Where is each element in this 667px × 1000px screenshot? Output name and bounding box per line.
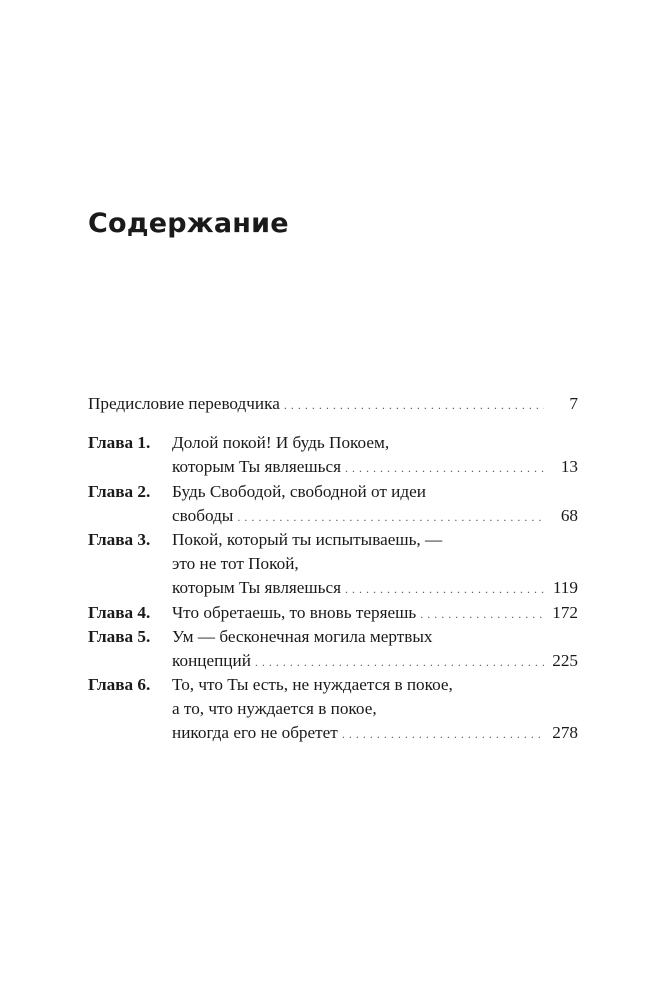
toc-line xyxy=(88,576,578,600)
toc-entry-chapter-6 xyxy=(88,673,578,746)
toc-page-number: 278 xyxy=(552,723,578,743)
toc-line xyxy=(88,455,578,479)
toc-entry-title: Ум — бесконечная могила мертвых xyxy=(172,626,433,646)
dot-leader xyxy=(284,393,544,417)
toc-entry-title: То, что Ты есть, не нуждается в покое, xyxy=(172,675,453,695)
toc-entry-title: концепций xyxy=(172,650,251,670)
toc-entry-chapter-3 xyxy=(88,528,578,601)
toc-page-number: 7 xyxy=(569,394,578,413)
toc-entry-title: Что обретаешь, то вновь теряешь xyxy=(172,602,417,622)
toc-entry-chapter-4 xyxy=(88,601,578,625)
toc-line xyxy=(88,649,578,673)
toc-entry-title: это не тот Покой, xyxy=(172,554,299,574)
dot-leader xyxy=(420,602,544,626)
toc-entry-title: которым Ты являешься xyxy=(172,457,342,477)
chapter-label: Глава 6. xyxy=(88,675,151,695)
dot-leader xyxy=(342,722,544,746)
toc-entry-title: никогда его не обретет xyxy=(172,723,338,743)
dot-leader xyxy=(345,456,544,480)
toc-entry-title: Долой покой! И будь Покоем, xyxy=(172,433,390,453)
toc-entry-chapter-5 xyxy=(88,625,578,673)
toc-line xyxy=(88,392,578,416)
page-title: Содержание xyxy=(88,208,289,239)
chapter-label: Глава 3. xyxy=(88,529,151,549)
toc-page-number: 68 xyxy=(560,505,578,525)
toc-page-number: 119 xyxy=(552,578,578,598)
toc-entry-chapter-1 xyxy=(88,431,578,479)
chapter-label: Глава 2. xyxy=(88,481,151,501)
toc-line xyxy=(88,697,578,721)
chapter-label: Глава 5. xyxy=(88,626,151,646)
toc-entry-title: а то, что нуждается в покое, xyxy=(172,699,377,719)
toc-line xyxy=(88,625,578,649)
toc-page-number: 172 xyxy=(552,602,578,622)
toc-line xyxy=(88,721,578,745)
toc-entry-title: которым Ты являешься xyxy=(172,578,342,598)
toc-page-number: 13 xyxy=(560,457,578,477)
toc-line xyxy=(88,528,578,552)
toc-line xyxy=(88,601,578,625)
toc-line xyxy=(88,431,578,455)
toc-entry-title: Покой, который ты испытываешь, — xyxy=(172,529,443,549)
toc-entry-preface xyxy=(88,392,578,416)
chapter-label: Глава 1. xyxy=(88,433,151,453)
table-of-contents xyxy=(88,392,578,746)
toc-entry-title: свободы xyxy=(172,505,234,525)
toc-line xyxy=(88,480,578,504)
dot-leader xyxy=(237,505,544,529)
dot-leader xyxy=(345,577,544,601)
chapter-label: Глава 4. xyxy=(88,602,151,622)
toc-line xyxy=(88,552,578,576)
toc-line xyxy=(88,673,578,697)
toc-entry-title: Будь Свободой, свободной от идеи xyxy=(172,481,426,501)
toc-page-number: 225 xyxy=(552,650,578,670)
dot-leader xyxy=(255,650,544,674)
toc-entry-title: Предисловие переводчика xyxy=(88,394,280,413)
toc-line xyxy=(88,504,578,528)
toc-entry-chapter-2 xyxy=(88,480,578,528)
